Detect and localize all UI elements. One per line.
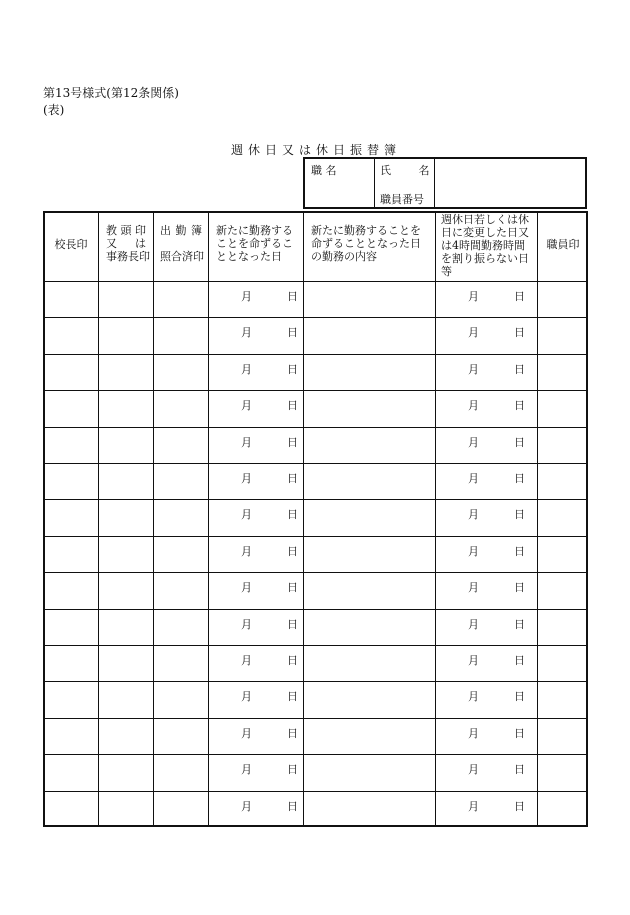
changed-rest-day-cell[interactable] [435, 543, 530, 561]
column-header-line: 新たに勤務することを [311, 224, 421, 237]
changed-rest-day-cell[interactable] [435, 324, 530, 342]
month-unit: 月 [468, 581, 479, 595]
column-header-new-duty-date [216, 224, 296, 263]
month-unit: 月 [241, 690, 252, 704]
table-border-left [43, 211, 45, 827]
month-unit: 月 [241, 726, 252, 740]
header-char: は [135, 237, 146, 250]
new-duty-date-cell[interactable] [208, 688, 303, 706]
new-duty-date-cell[interactable] [208, 361, 303, 379]
day-unit: 日 [287, 654, 298, 667]
month-unit: 月 [468, 362, 479, 376]
changed-rest-day-cell[interactable] [435, 470, 530, 488]
new-duty-content-cell[interactable] [307, 761, 431, 779]
name-label: 氏 名 [380, 164, 442, 177]
header-char: 勤 [175, 224, 187, 237]
new-duty-content-cell[interactable] [307, 434, 431, 452]
column-header-line: 新たに勤務する [216, 224, 293, 237]
header-char: 頭 [120, 224, 132, 237]
new-duty-date-cell[interactable] [208, 761, 303, 779]
day-unit: 日 [514, 472, 525, 485]
day-unit: 日 [287, 726, 298, 740]
header-char: 教 [106, 224, 117, 237]
new-duty-content-cell[interactable] [307, 506, 431, 524]
row-divider [43, 645, 588, 646]
column-header-line: 週休日若しくは休 [441, 213, 529, 226]
day-unit: 日 [514, 399, 525, 413]
changed-rest-day-cell[interactable] [435, 397, 530, 415]
month-unit: 月 [468, 690, 479, 704]
month-unit: 月 [241, 290, 252, 303]
changed-rest-day-cell[interactable] [435, 688, 530, 706]
month-unit: 月 [241, 763, 252, 777]
column-header-line: 日に変更した日又 [441, 226, 529, 239]
table-border-right [586, 211, 588, 827]
month-unit: 月 [468, 508, 479, 522]
day-unit: 日 [287, 290, 298, 303]
new-duty-content-cell[interactable] [307, 361, 431, 379]
month-unit: 月 [468, 617, 479, 631]
new-duty-content-cell[interactable] [307, 579, 431, 597]
face-label: (表) [43, 103, 65, 117]
new-duty-content-cell[interactable] [307, 288, 431, 306]
header-char: 簿 [191, 224, 202, 237]
new-duty-date-cell[interactable] [208, 324, 303, 342]
new-duty-content-cell[interactable] [307, 652, 431, 670]
new-duty-content-cell[interactable] [307, 725, 431, 743]
month-unit: 月 [468, 726, 479, 740]
column-header-line: 校長印 [54, 238, 88, 251]
row-divider [43, 317, 588, 318]
day-unit: 日 [287, 544, 298, 558]
month-unit: 月 [241, 435, 252, 449]
row-divider [43, 499, 588, 500]
column-header-new-duty-content [311, 224, 428, 263]
column-header-line: ことを命ずるこ [216, 237, 293, 250]
day-unit: 日 [287, 472, 298, 485]
day-unit: 日 [287, 763, 298, 777]
day-unit: 日 [514, 508, 525, 522]
row-divider [43, 390, 588, 391]
header-char: 印 [135, 224, 146, 237]
column-header-line [160, 224, 202, 237]
column-divider [537, 211, 538, 827]
month-unit: 月 [468, 290, 479, 303]
new-duty-content-cell[interactable] [307, 324, 431, 342]
column-header-line: 等 [441, 265, 452, 278]
day-unit: 日 [287, 581, 298, 595]
position-label: 職 名 [311, 164, 337, 177]
month-unit: 月 [241, 799, 252, 813]
row-divider [43, 681, 588, 682]
new-duty-date-cell[interactable] [208, 397, 303, 415]
changed-rest-day-cell[interactable] [435, 579, 530, 597]
day-unit: 日 [287, 799, 298, 813]
column-header-line: の勤務の内容 [311, 250, 377, 263]
day-unit: 日 [287, 617, 298, 631]
day-unit: 日 [287, 326, 298, 340]
new-duty-content-cell[interactable] [307, 470, 431, 488]
header-char: 出 [160, 224, 171, 237]
new-duty-date-cell[interactable] [208, 616, 303, 634]
column-header-principal-seal [45, 238, 97, 251]
day-unit: 日 [514, 690, 525, 704]
day-unit: 日 [514, 763, 525, 777]
month-unit: 月 [241, 362, 252, 376]
month-unit: 月 [468, 399, 479, 413]
row-divider [43, 354, 588, 355]
new-duty-date-cell[interactable] [208, 798, 303, 816]
document-title: 週休日又は休日振替簿 [231, 143, 402, 157]
month-unit: 月 [241, 399, 252, 413]
column-header-line: 命ずることとなった日 [311, 237, 421, 250]
month-unit: 月 [468, 799, 479, 813]
column-header-line: を割り振らない日 [441, 252, 529, 265]
month-unit: 月 [468, 654, 479, 667]
month-unit: 月 [241, 617, 252, 631]
day-unit: 日 [514, 290, 525, 303]
changed-rest-day-cell[interactable] [435, 652, 530, 670]
day-unit: 日 [514, 362, 525, 376]
changed-rest-day-cell[interactable] [435, 761, 530, 779]
staff-header-box [303, 157, 587, 209]
new-duty-date-cell[interactable] [208, 652, 303, 670]
row-divider [43, 536, 588, 537]
new-duty-content-cell[interactable] [307, 798, 431, 816]
month-unit: 月 [241, 508, 252, 522]
staff-number-label: 職員番号 [380, 193, 424, 206]
column-header-changed-rest-day [441, 213, 532, 278]
month-unit: 月 [468, 472, 479, 485]
column-header-line: 職員印 [546, 238, 580, 251]
changed-rest-day-cell[interactable] [435, 798, 530, 816]
month-unit: 月 [241, 544, 252, 558]
changed-rest-day-cell[interactable] [435, 725, 530, 743]
column-divider [303, 211, 304, 827]
new-duty-date-cell[interactable] [208, 288, 303, 306]
row-divider [43, 572, 588, 573]
month-unit: 月 [241, 326, 252, 340]
column-header-line: 事務長印 [106, 250, 150, 263]
day-unit: 日 [287, 435, 298, 449]
column-header-line [106, 224, 146, 237]
column-header-attendance-check [160, 224, 202, 263]
new-duty-date-cell[interactable] [208, 543, 303, 561]
column-header-line [106, 237, 146, 250]
row-divider [43, 427, 588, 428]
row-divider [43, 791, 588, 792]
changed-rest-day-cell[interactable] [435, 288, 530, 306]
form-number: 第13号様式(第12条関係) [43, 86, 179, 100]
changed-rest-day-cell[interactable] [435, 434, 530, 452]
month-unit: 月 [468, 763, 479, 777]
day-unit: 日 [514, 726, 525, 740]
header-char: 又 [106, 237, 117, 250]
day-unit: 日 [514, 581, 525, 595]
new-duty-content-cell[interactable] [307, 543, 431, 561]
new-duty-content-cell[interactable] [307, 688, 431, 706]
day-unit: 日 [514, 799, 525, 813]
day-unit: 日 [514, 617, 525, 631]
column-header-line: ととなった日 [216, 250, 282, 263]
column-header-line: は4時間勤務時間 [441, 239, 525, 252]
switch-record-table [43, 211, 588, 827]
day-unit: 日 [287, 508, 298, 522]
changed-rest-day-cell[interactable] [435, 616, 530, 634]
header-divider [43, 281, 588, 282]
day-unit: 日 [287, 690, 298, 704]
day-unit: 日 [287, 362, 298, 376]
month-unit: 月 [241, 654, 252, 667]
day-unit: 日 [514, 654, 525, 667]
new-duty-date-cell[interactable] [208, 725, 303, 743]
column-header-line [160, 237, 202, 250]
new-duty-content-cell[interactable] [307, 397, 431, 415]
column-divider [153, 211, 154, 827]
column-header-staff-seal [539, 238, 587, 251]
new-duty-date-cell[interactable] [208, 579, 303, 597]
row-divider [43, 609, 588, 610]
changed-rest-day-cell[interactable] [435, 506, 530, 524]
row-divider [43, 718, 588, 719]
day-unit: 日 [287, 399, 298, 413]
month-unit: 月 [241, 472, 252, 485]
new-duty-content-cell[interactable] [307, 616, 431, 634]
new-duty-date-cell[interactable] [208, 470, 303, 488]
month-unit: 月 [468, 544, 479, 558]
table-border-bottom [43, 825, 588, 827]
day-unit: 日 [514, 435, 525, 449]
column-header-vice-seal [106, 224, 150, 263]
new-duty-date-cell[interactable] [208, 434, 303, 452]
column-divider [98, 211, 99, 827]
month-unit: 月 [468, 326, 479, 340]
row-divider [43, 754, 588, 755]
month-unit: 月 [241, 581, 252, 595]
day-unit: 日 [514, 326, 525, 340]
day-unit: 日 [514, 544, 525, 558]
month-unit: 月 [468, 435, 479, 449]
new-duty-date-cell[interactable] [208, 506, 303, 524]
column-header-line: 照合済印 [160, 250, 204, 263]
row-divider [43, 463, 588, 464]
changed-rest-day-cell[interactable] [435, 361, 530, 379]
